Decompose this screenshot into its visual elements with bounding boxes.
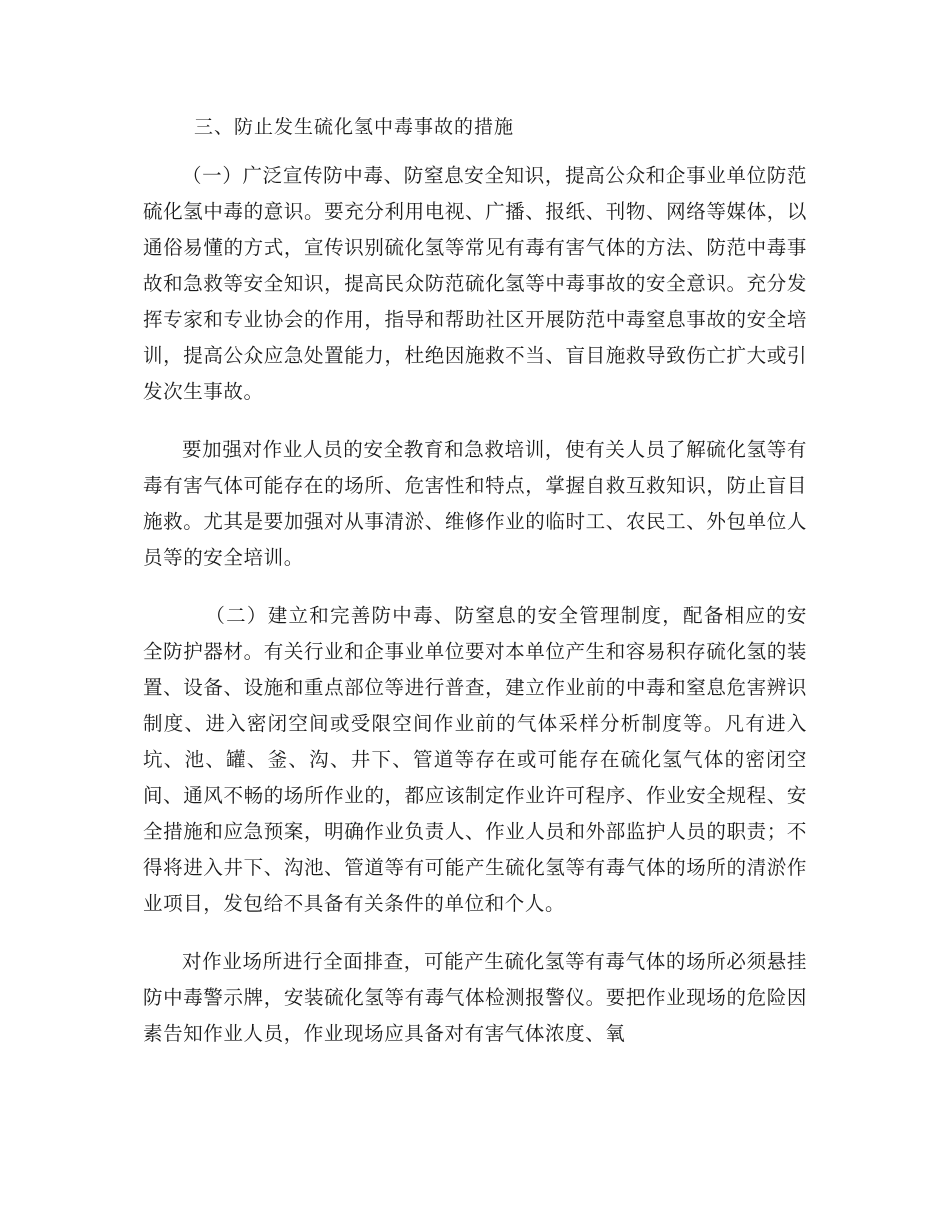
paragraph-management-system: （二）建立和完善防中毒、防窒息的安全管理制度，配备相应的安全防护器材。有关行业和企事业单位要对本单位产生和容易积存硫化氢的装置、设备、设施和重点部位等进行普查，建立作业前的中毒和窒息危害辨识制度、进入密闭空间或受限空间作业前的气体采样分析制度等。凡有进入坑、池、罐、釜、沟、井下、管道等存在或可能存在硫化氢气体的密闭空间、通风不畅的场所作业的，都应该制定作业许可程序、作业安全规程、安全措施和应急预案，明确作业负责人、作业人员和外部监护人员的职责；不得将进入井下、沟池、管道等有可能产生硫化氢等有毒气体的场所的清淤作业项目，发包给不具备有关条件的单位和个人。 xyxy=(143,604,807,915)
paragraph-site-inspection: 对作业场所进行全面排查，可能产生硫化氢等有毒气体的场所必须悬挂防中毒警示牌，安装硫化氢等有毒气体检测报警仪。要把作业现场的危险因素告知作业人员，作业现场应具备对有害气体浓度、氧 xyxy=(143,950,807,1045)
paragraph-publicity: （一）广泛宣传防中毒、防窒息安全知识，提高公众和企事业单位防范硫化氢中毒的意识。要充分利用电视、广播、报纸、刊物、网络等媒体，以通俗易懂的方式，宣传识别硫化氢等常见有毒有害气体的方法、防范中毒事故和急救等安全知识，提高民众防范硫化氢等中毒事故的安全意识。充分发挥专家和专业协会的作用，指导和帮助社区开展防范中毒窒息事故的安全培训，提高公众应急处置能力，杜绝因施救不当、盲目施救导致伤亡扩大或引发次生事故。 xyxy=(143,164,807,403)
document-page xyxy=(143,110,807,1074)
paragraph-training: 要加强对作业人员的安全教育和急救培训，使有关人员了解硫化氢等有毒有害气体可能存在的场所、危害性和特点，掌握自救互救知识，防止盲目施救。尤其是要加强对从事清淤、维修作业的临时工、农民工、外包单位人员等的安全培训。 xyxy=(143,438,807,569)
section-heading: 三、防止发生硫化氢中毒事故的措施 xyxy=(194,116,515,138)
